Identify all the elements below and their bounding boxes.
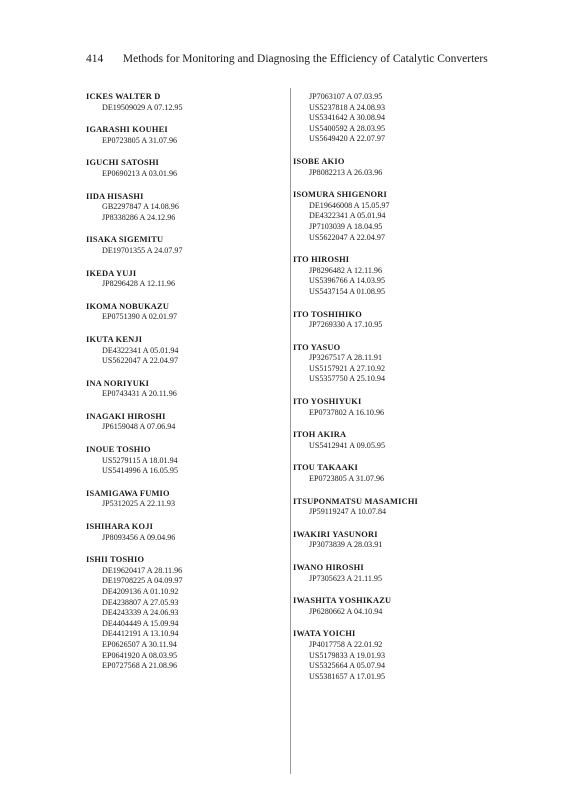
patent-record: JP8082213 A 26.03.96 <box>309 167 383 177</box>
patent-record: DE4209136 A 01.10.92 <box>102 587 179 596</box>
inventor-name: IWASHITA YOSHIKAZU <box>293 596 392 606</box>
patent-record: EP0723805 A 31.07.96 <box>309 474 385 484</box>
patent-record: DE4322341 A 05.01.94 <box>102 345 179 355</box>
patent-record: EP0723805 A 31.07.96 <box>102 135 178 145</box>
patent-record: EP0641920 A 08.03.95 <box>102 650 178 660</box>
inventor-entry <box>293 530 493 551</box>
left-column <box>86 92 286 684</box>
inventor-entry <box>86 269 286 290</box>
inventor-entry <box>293 190 493 243</box>
inventor-entry <box>86 445 286 477</box>
inventor-name: ISHII TOSHIO <box>86 555 145 565</box>
inventor-entry <box>293 430 493 451</box>
inventor-entry <box>86 302 286 323</box>
patent-record: DE4322341 A 05.01.94 <box>309 211 386 221</box>
right-column <box>293 92 493 694</box>
patent-record: US5179833 A 19.01.93 <box>309 650 386 660</box>
patent-record: JP4017758 A 22.01.92 <box>309 639 383 649</box>
patent-record: US5279115 A 18.01.94 <box>102 455 178 465</box>
inventor-name: IKUTA KENJI <box>86 334 143 344</box>
patent-record: JP6159048 A 07.06.94 <box>102 422 176 432</box>
patent-record: JP59119247 A 10.07.84 <box>309 507 387 517</box>
inventor-name: IWAKIRI YASUNORI <box>293 529 378 539</box>
inventor-entry <box>86 335 286 367</box>
patent-record: EP0751390 A 02.01.97 <box>102 312 178 322</box>
inventor-entry <box>86 555 286 672</box>
inventor-entry <box>293 310 493 331</box>
inventor-name: ITO TOSHIHIKO <box>293 309 362 319</box>
inventor-name: IIDA HISASHI <box>86 191 144 201</box>
inventor-entry <box>86 412 286 433</box>
inventor-entry <box>86 158 286 179</box>
inventor-entry <box>293 397 493 418</box>
patent-record: US5237818 A 24.08.93 <box>309 102 386 112</box>
patent-record: JP7269330 A 17.10.95 <box>309 320 383 330</box>
patent-record: US5414996 A 16.05.95 <box>102 466 179 476</box>
inventor-entry <box>293 596 493 617</box>
inventor-name: INOUE TOSHIO <box>86 445 151 455</box>
inventor-entry <box>86 92 286 113</box>
patent-record: JP5312025 A 22.11.93 <box>102 499 176 509</box>
inventor-name: ITO YASUO <box>293 342 341 352</box>
patent-record: DE19620417 A 28.11.96 <box>102 565 183 575</box>
inventor-name: INA NORIYUKI <box>86 378 150 388</box>
inventor-entry <box>86 125 286 146</box>
inventor-name: ITO YOSHIYUKI <box>293 397 362 407</box>
page-number: 414 <box>86 53 104 65</box>
inventor-name: ISHIHARA KOJI <box>86 522 154 532</box>
inventor-name: IWATA YOICHI <box>293 629 356 639</box>
patent-record: DE19708225 A 04.09.97 <box>102 576 183 586</box>
patent-record: EP0737802 A 16.10.96 <box>309 407 385 417</box>
inventor-entry <box>293 255 493 297</box>
inventor-name: IKEDA YUJI <box>86 268 137 278</box>
patent-record: US5381657 A 17.01.95 <box>309 671 386 681</box>
patent-record: US5325664 A 05.07.94 <box>309 661 386 671</box>
inventor-name: INAGAKI HIROSHI <box>86 411 166 421</box>
page-title: Methods for Monitoring and Diagnosing the Efficiency of Catalytic Converters <box>122 53 488 65</box>
inventor-entry <box>86 192 286 224</box>
patent-record: US5437154 A 01.08.95 <box>309 286 386 296</box>
patent-record: US5396766 A 14.03.95 <box>309 276 386 286</box>
patent-record: DE19646008 A 15.05.97 <box>309 200 390 210</box>
inventor-entry <box>86 379 286 400</box>
inventor-entry <box>293 563 493 584</box>
inventor-name: IGARASHI KOUHEI <box>86 125 168 135</box>
inventor-name: IWANO HIROSHI <box>293 563 364 572</box>
patent-record: DE19701355 A 24.07.97 <box>102 245 183 255</box>
inventor-name: ITSUPONMATSU MASAMICHI <box>293 496 418 506</box>
inventor-name: ICKES WALTER D <box>86 92 161 101</box>
inventor-entry <box>293 92 493 145</box>
patent-record: US5357750 A 25.10.94 <box>309 374 386 384</box>
patent-record: JP3267517 A 28.11.91 <box>309 353 383 363</box>
patent-record: DE4238807 A 27.05.93 <box>102 597 179 607</box>
patent-record: US5341642 A 30.08.94 <box>309 113 386 123</box>
inventor-name: ISAMIGAWA FUMIO <box>86 488 170 498</box>
inventor-name: IISAKA SIGEMITU <box>86 235 164 245</box>
inventor-entry <box>293 463 493 484</box>
inventor-name: IKOMA NOBUKAZU <box>86 301 170 311</box>
patent-record: JP8093456 A 09.04.96 <box>102 532 176 542</box>
patent-record: DE19509029 A 07.12.95 <box>102 102 183 112</box>
inventor-entry <box>293 343 493 385</box>
inventor-entry <box>86 235 286 256</box>
inventor-name: ITOH AKIRA <box>293 430 347 440</box>
patent-record: EP0727568 A 21.08.96 <box>102 661 178 671</box>
inventor-entry <box>293 157 493 178</box>
inventor-name: ITO HIROSHI <box>293 255 350 265</box>
inventor-name: IGUCHI SATOSHI <box>86 158 160 168</box>
patent-record: GB2297847 A 14.08.96 <box>102 202 179 212</box>
inventor-entry <box>86 489 286 510</box>
patent-record: US5157921 A 27.10.92 <box>309 363 386 373</box>
patent-record: US5622047 A 22.04.97 <box>102 356 179 366</box>
patent-record: JP8338286 A 24.12.96 <box>102 212 176 222</box>
column-divider <box>290 88 291 774</box>
patent-record: US5622047 A 22.04.97 <box>309 232 386 242</box>
patent-record: US5412941 A 09.05.95 <box>309 440 386 450</box>
patent-record: US5649420 A 22.07.97 <box>309 134 386 144</box>
patent-record: JP7305623 A 21.11.95 <box>309 573 383 583</box>
inventor-entry <box>293 497 493 518</box>
patent-record: US5400592 A 28.03.95 <box>309 123 386 133</box>
inventor-name: ITOU TAKAAKI <box>293 463 358 473</box>
patent-record: JP8296428 A 12.11.96 <box>102 279 176 289</box>
patent-record: EP0690213 A 03.01.96 <box>102 168 178 178</box>
patent-record: JP7063107 A 07.03.95 <box>309 92 383 101</box>
inventor-name: ISOBE AKIO <box>293 156 345 166</box>
patent-record: JP6280662 A 04.10.94 <box>309 606 383 616</box>
patent-record: EP0743431 A 20.11.96 <box>102 389 177 399</box>
patent-record: DE4404449 A 15.09.94 <box>102 618 179 628</box>
patent-record: JP3073839 A 28.03.91 <box>309 540 383 550</box>
patent-record: EP0626507 A 30.11.94 <box>102 639 177 649</box>
inventor-name: ISOMURA SHIGENORI <box>293 190 387 200</box>
patent-record: DE4412191 A 13.10.94 <box>102 629 179 639</box>
page-header <box>86 53 488 65</box>
patent-record: JP7103039 A 18.04.95 <box>309 221 383 231</box>
inventor-entry <box>293 629 493 682</box>
patent-record: JP8296482 A 12.11.96 <box>309 265 383 275</box>
inventor-entry <box>86 522 286 543</box>
patent-record: DE4243339 A 24.06.93 <box>102 608 179 618</box>
